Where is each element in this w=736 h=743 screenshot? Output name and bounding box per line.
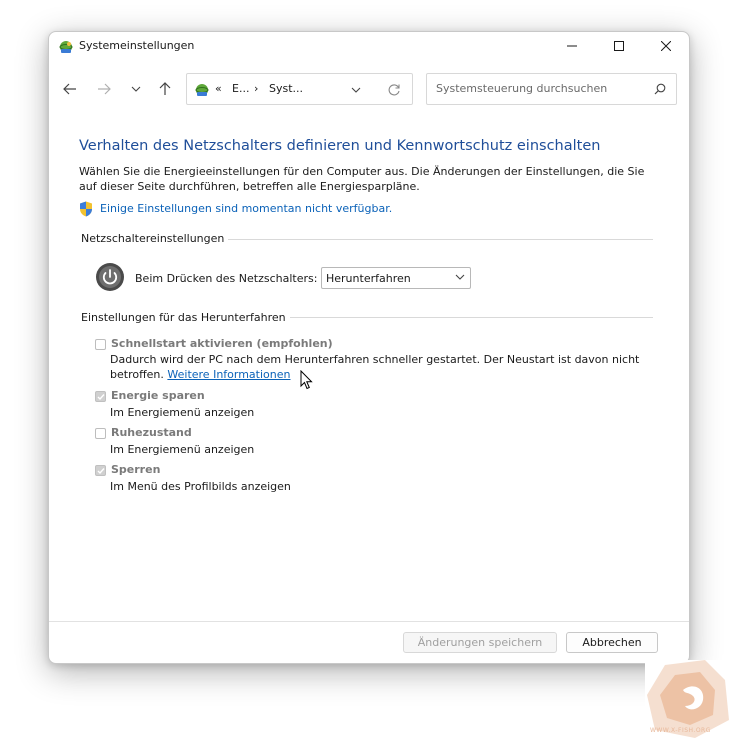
power-icon (95, 262, 125, 292)
lock-description: Im Menü des Profilbilds anzeigen (110, 480, 291, 493)
checkmark-icon (97, 467, 105, 475)
mouse-cursor-icon (300, 370, 313, 390)
power-button-action-select[interactable] (321, 267, 471, 289)
maximize-icon (614, 41, 624, 51)
power-button-action-value: Herunterfahren (326, 272, 411, 285)
back-button[interactable] (59, 78, 81, 100)
chevron-down-icon (131, 86, 141, 92)
up-button[interactable] (154, 78, 176, 100)
watermark-text: WWW.X-FISH.ORG (650, 727, 711, 734)
control-panel-icon (194, 82, 210, 98)
shutdown-section-label: Einstellungen für das Herunterfahren (81, 311, 290, 324)
refresh-icon[interactable] (387, 83, 401, 97)
recent-locations-button[interactable] (125, 78, 147, 100)
footer-divider (49, 621, 689, 622)
lock-checkbox[interactable] (95, 465, 106, 476)
navigation-bar (49, 70, 689, 110)
fast-startup-description-line2 (110, 368, 291, 381)
control-panel-icon (58, 39, 74, 55)
address-bar[interactable] (186, 73, 413, 105)
fast-startup-checkbox[interactable] (95, 339, 106, 350)
fast-startup-description: Dadurch wird der PC nach dem Herunterfahren schneller gestartet. Der Neustart ist davon nicht (110, 353, 640, 366)
chevron-down-icon (455, 274, 465, 280)
system-settings-window (48, 31, 690, 664)
sleep-description: Im Energiemenü anzeigen (110, 406, 255, 419)
close-button[interactable] (643, 32, 689, 60)
more-info-link[interactable]: Weitere Informationen (167, 368, 291, 381)
uac-shield-icon (79, 201, 93, 217)
unavailable-settings-link[interactable]: Einige Einstellungen sind momentan nicht verfügbar. (100, 202, 393, 215)
breadcrumb-separator: › (254, 82, 259, 95)
address-dropdown-icon[interactable] (351, 87, 361, 93)
title-bar[interactable] (49, 32, 689, 60)
sleep-checkbox[interactable] (95, 391, 106, 402)
minimize-button[interactable] (549, 32, 595, 60)
sleep-title: Energie sparen (111, 389, 205, 402)
power-button-action-label: Beim Drücken des Netzschalters: (135, 272, 318, 285)
breadcrumb-overflow[interactable]: « (215, 82, 222, 95)
fast-startup-title: Schnellstart aktivieren (empfohlen) (111, 337, 333, 350)
forward-button[interactable] (93, 78, 115, 100)
save-changes-button[interactable]: Änderungen speichern (403, 632, 557, 653)
page-title: Verhalten des Netzschalters definieren und Kennwortschutz einschalten (79, 138, 601, 154)
search-input[interactable]: Systemsteuerung durchsuchen (436, 82, 608, 95)
fast-startup-description-prefix: betroffen. (110, 368, 164, 381)
window-title: Systemeinstellungen (79, 39, 195, 52)
arrow-right-icon (97, 83, 111, 95)
lock-title: Sperren (111, 463, 161, 476)
breadcrumb-item-energy[interactable]: E... (232, 82, 250, 95)
search-icon[interactable] (654, 83, 666, 95)
page-description: Wählen Sie die Energieeinstellungen für den Computer aus. Die Änderungen der Einstellungen, die Sie auf dieser Seite durchführen, betreffen alle Energiesparpläne. (79, 165, 645, 193)
arrow-up-icon (159, 82, 171, 96)
power-button-section-label: Netzschaltereinstellungen (81, 232, 228, 245)
hibernate-title: Ruhezustand (111, 426, 192, 439)
breadcrumb-item-system[interactable]: Syst... (269, 82, 304, 95)
cancel-button[interactable]: Abbrechen (566, 632, 658, 653)
minimize-icon (567, 41, 577, 51)
search-box[interactable] (426, 73, 677, 105)
hibernate-description: Im Energiemenü anzeigen (110, 443, 255, 456)
maximize-button[interactable] (596, 32, 642, 60)
hibernate-checkbox[interactable] (95, 428, 106, 439)
checkmark-icon (97, 393, 105, 401)
close-icon (661, 41, 671, 51)
arrow-left-icon (63, 83, 77, 95)
